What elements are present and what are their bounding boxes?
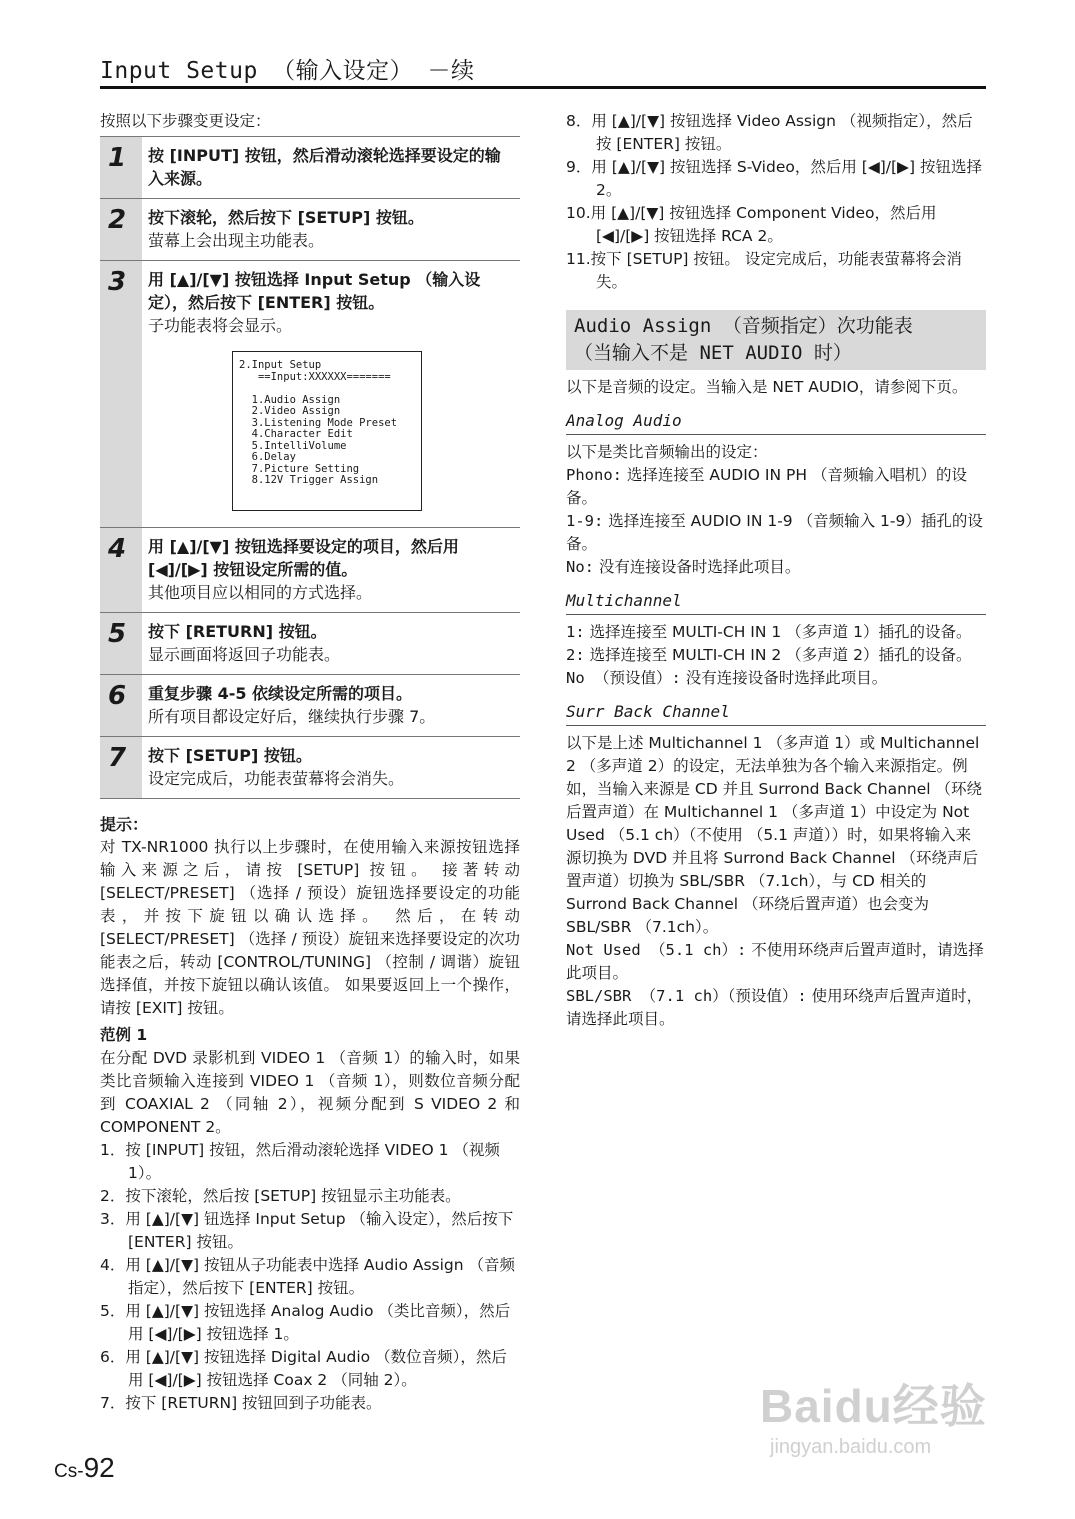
tips-text: 对 TX-NR1000 执行以上步骤时，在使用输入来源按钮选择输入来源之后，请按 [SETUP] 按钮。 接著转动 [SELECT/PRESET] （选择 / 预设）旋钮选择要设定的功能表，并按下旋钮以确认选择。 然后，在转动 [SELECT/PRESET] （选择 / 预设）旋钮来选择要设定的次功能表之后，转动 [CONTROL/TUNING] （控制 / 调谐）旋钮选择值，并按下旋钮以确认该值。 如果要返回上一个操作，请按 [EXIT] 按钮。 — [100, 838, 520, 1017]
option-desc: 不使用环绕声后置声道时，请选择此项目。 — [566, 941, 984, 982]
option-desc: 选择连接至 MULTI-CH IN 1 （多声道 1）插孔的设备。 — [584, 623, 972, 641]
step-number: 3 — [100, 261, 142, 527]
step-result: 设定完成后，功能表萤幕将会消失。 — [148, 769, 405, 788]
subheading-multichannel: Multichannel — [566, 589, 986, 615]
option-desc: 选择连接至 MULTI-CH IN 2 （多声道 2）插孔的设备。 — [584, 646, 972, 664]
example-title: 范例 1 — [100, 1026, 148, 1044]
option-item — [566, 939, 986, 985]
option-desc: 使用环绕声后置声道时，请选择此项目。 — [566, 987, 983, 1028]
step-body — [142, 261, 520, 527]
step-body — [142, 613, 344, 674]
option-key: No: — [566, 558, 594, 576]
section-title-line2: （当输入不是 NET AUDIO 时） — [574, 342, 852, 364]
list-item: 8．用 [▲]/[▼] 按钮选择 Video Assign （视频指定），然后按 [ENTER] 按钮。 — [566, 112, 973, 153]
list-item: 6．用 [▲]/[▼] 按钮选择 Digital Audio （数位音频），然后用 [◀]/[▶] 按钮选择 Coax 2 （同轴 2）。 — [100, 1348, 507, 1389]
subheading-surr-back-channel: Surr Back Channel — [566, 700, 986, 726]
list-item: 2．按下滚轮，然后按 [SETUP] 按钮显示主功能表。 — [100, 1187, 461, 1205]
section-title-line1: Audio Assign （音频指定）次功能表 — [574, 315, 913, 337]
step-body — [142, 137, 520, 198]
step-number: 1 — [100, 137, 142, 198]
continued-steps — [566, 110, 986, 294]
left-column — [100, 110, 520, 1415]
option-item — [566, 644, 986, 667]
step-row — [100, 675, 520, 737]
step-instruction: 按 [INPUT] 按钮，然后滑动滚轮选择要设定的输入来源。 — [148, 146, 501, 188]
step-row — [100, 137, 520, 199]
analog-intro: 以下是类比音频输出的设定： — [566, 443, 768, 461]
option-item — [566, 510, 986, 556]
tips-title: 提示： — [100, 815, 149, 834]
list-item: 5．用 [▲]/[▼] 按钮选择 Analog Audio （类比音频），然后用 [◀]/[▶] 按钮选择 1。 — [100, 1302, 511, 1343]
list-item: 3．用 [▲]/[▼] 钮选择 Input Setup （输入设定），然后按下 [ENTER] 按钮。 — [100, 1210, 514, 1251]
step-row — [100, 737, 520, 799]
example-steps — [100, 1139, 520, 1415]
option-key: Not Used （5.1 ch）: — [566, 941, 747, 959]
step-result: 所有项目都设定好后，继续执行步骤 7。 — [148, 707, 436, 726]
list-item: 4．用 [▲]/[▼] 按钮从子功能表中选择 Audio Assign （音频指定），然后按下 [ENTER] 按钮。 — [100, 1256, 516, 1297]
surr-text: 以下是上述 Multichannel 1 （多声道 1）或 Multichannel 2 （多声道 2）的设定，无法单独为各个输入来源指定。例如，当输入来源是 CD 并且 Surrond Back Channel （环绕后置声道）在 Multichannel 1 （多声道 1）中设定为 Not Used （5.1 ch）（不使用 （5.1 声道））时，如果将输入来源切换为 DVD 并且将 Surrond Back Channel （环绕声后置声道）切换为 SBL/SBR （7.1ch），与 CD 相关的 Surrond Back Channel （环绕后置声道）也会变为 SBL/SBR （7.1ch）。 — [566, 734, 983, 936]
step-body — [142, 737, 408, 798]
step-instruction: 用 [▲]/[▼] 按钮选择 Input Setup （输入设定），然后按下 [ENTER] 按钮。 — [148, 270, 481, 312]
list-item: 10.用 [▲]/[▼] 按钮选择 Component Video，然后用 [◀]/[▶] 按钮选择 RCA 2。 — [566, 204, 937, 245]
option-desc: 选择连接至 AUDIO IN PH （音频输入唱机）的设备。 — [566, 466, 967, 507]
steps-table — [100, 136, 520, 799]
step-number: 6 — [100, 675, 142, 736]
page-prefix: Cs- — [54, 1461, 84, 1482]
step-result: 萤幕上会出现主功能表。 — [148, 231, 325, 250]
option-key: SBL/SBR （7.1 ch）（预设值）: — [566, 987, 807, 1005]
page-title: Input Setup （输入设定） －续 — [100, 58, 475, 84]
step-instruction: 按下 [SETUP] 按钮。 — [148, 746, 312, 765]
option-item — [566, 556, 986, 579]
step-number: 5 — [100, 613, 142, 674]
watermark-brand: Baidu经验 — [760, 1380, 987, 1432]
option-desc: 没有连接设备时选择此项目。 — [594, 558, 801, 576]
page-value: 92 — [83, 1452, 115, 1483]
option-key: 1-9: — [566, 512, 604, 530]
step-instruction: 按下滚轮，然后按下 [SETUP] 按钮。 — [148, 208, 424, 227]
menu-screen-illustration: 2.Input Setup ==Input:XXXXXX======= 1.Audio Assign 2.Video Assign 3.Listening Mode Preset 4.Character Edit 5.IntelliVolume 6.Delay 7.Picture Setting 8.12V Trigger Assign — [232, 351, 422, 511]
step-instruction: 重复步骤 4-5 依续设定所需的项目。 — [148, 684, 413, 703]
option-desc: 选择连接至 AUDIO IN 1-9 （音频输入 1-9）插孔的设备。 — [566, 512, 983, 553]
step-result: 子功能表将会显示。 — [148, 316, 293, 335]
list-item: 11.按下 [SETUP] 按钮。 设定完成后，功能表萤幕将会消失。 — [566, 250, 962, 291]
example-text: 在分配 DVD 录影机到 VIDEO 1 （音频 1）的输入时，如果类比音频输入连接到 VIDEO 1 （音频 1），则数位音频分配到 COAXIAL 2 （同轴 2），视频分配到 S VIDEO 2 和 COMPONENT 2。 — [100, 1049, 520, 1136]
option-item — [566, 464, 986, 510]
option-key: 2: — [566, 646, 585, 664]
tips-section — [100, 813, 520, 1415]
list-item: 9．用 [▲]/[▼] 按钮选择 S-Video，然后用 [◀]/[▶] 按钮选择 2。 — [566, 158, 982, 199]
option-key: No （预设值）: — [566, 669, 681, 687]
step-number: 7 — [100, 737, 142, 798]
steps-intro: 按照以下步骤变更设定： — [100, 112, 271, 130]
step-row — [100, 199, 520, 261]
section-heading — [566, 310, 986, 370]
step-row — [100, 528, 520, 613]
baidu-watermark — [760, 1370, 987, 1459]
option-desc: 没有连接设备时选择此项目。 — [680, 669, 888, 687]
step-number: 4 — [100, 528, 142, 612]
option-item — [566, 621, 986, 644]
list-item: 7．按下 [RETURN] 按钮回到子功能表。 — [100, 1394, 382, 1412]
subheading-analog-audio: Analog Audio — [566, 409, 986, 435]
list-item: 1．按 [INPUT] 按钮，然后滑动滚轮选择 VIDEO 1 （视频 1）。 — [100, 1141, 500, 1182]
step-row — [100, 613, 520, 675]
step-body — [142, 675, 439, 736]
step-instruction: 用 [▲]/[▼] 按钮选择要设定的项目，然后用 [◀]/[▶] 按钮设定所需的值。 — [148, 537, 459, 579]
section-intro: 以下是音频的设定。当输入是 NET AUDIO，请参阅下页。 — [566, 378, 968, 396]
option-item — [566, 667, 986, 690]
watermark-url: jingyan.baidu.com — [770, 1436, 932, 1458]
step-body — [142, 199, 428, 260]
option-item — [566, 985, 986, 1031]
page-number — [54, 1452, 115, 1484]
step-result: 其他项目应以相同的方式选择。 — [148, 583, 373, 602]
option-key: 1: — [566, 623, 585, 641]
step-body — [142, 528, 520, 612]
title-rule — [100, 86, 986, 89]
step-instruction: 按下 [RETURN] 按钮。 — [148, 622, 327, 641]
step-row — [100, 261, 520, 528]
option-key: Phono: — [566, 466, 622, 484]
step-number: 2 — [100, 199, 142, 260]
right-column — [566, 110, 986, 1031]
step-result: 显示画面将返回子功能表。 — [148, 645, 341, 664]
